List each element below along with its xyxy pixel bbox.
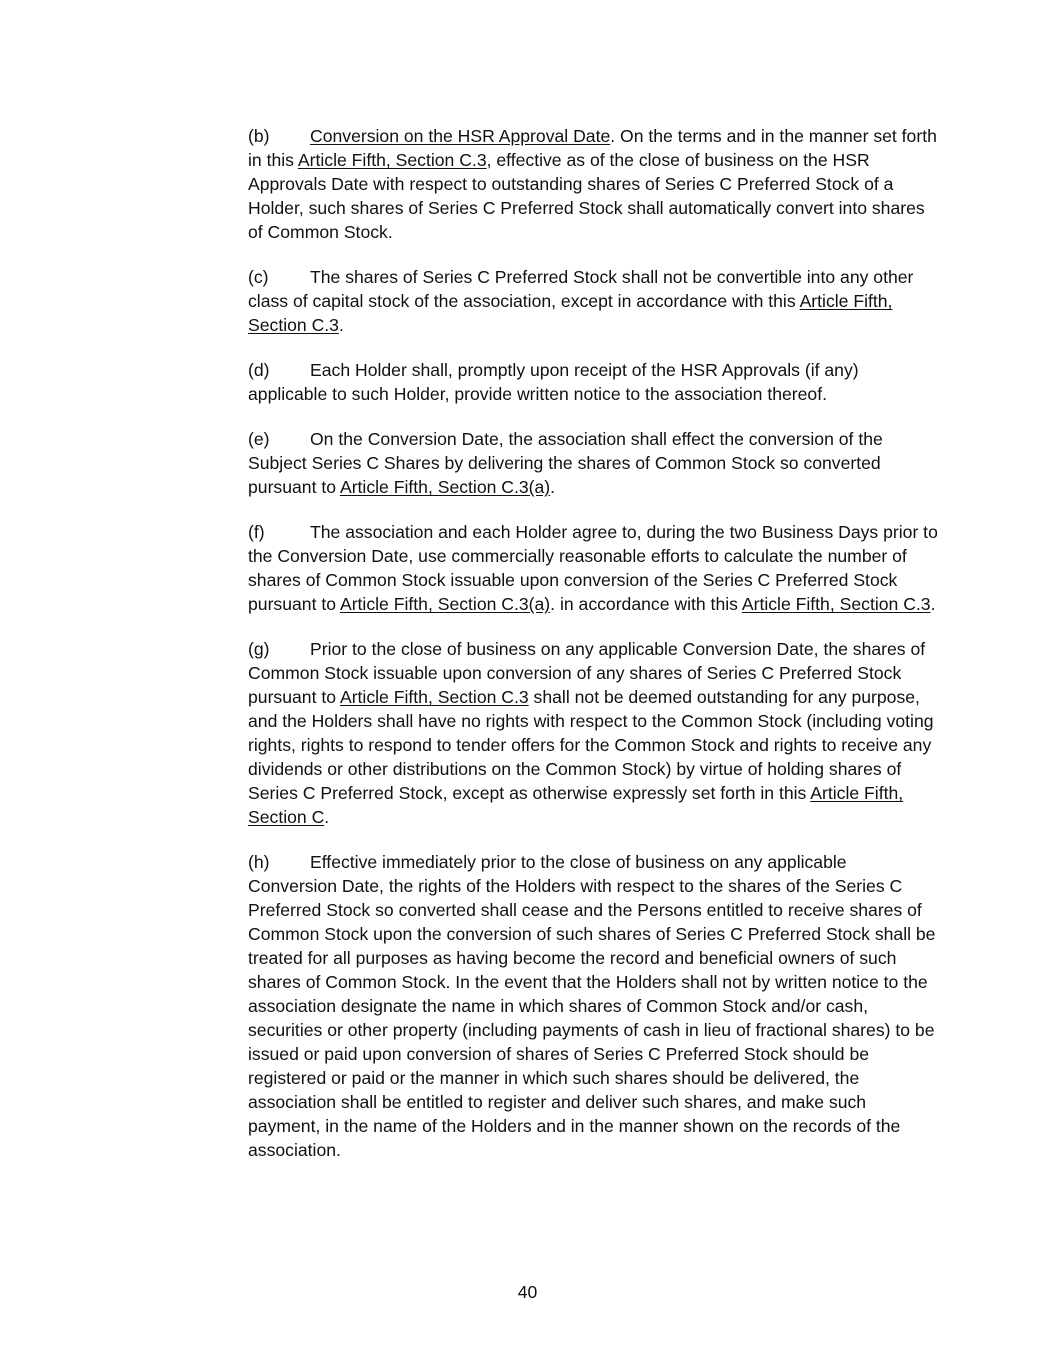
paragraph-text: The association and each Holder agree to, during the two Business Days prior to the Conversion Date, use commercially reasonable efforts to calculate the number of shares of Common Stock issuable upon conversion of the Series C Preferred Stock pursuant to <box>248 522 938 614</box>
paragraph-text: The shares of Series C Preferred Stock shall not be convertible into any other class of capital stock of the association, except in accordance with this <box>248 267 914 311</box>
section-reference: Article Fifth, Section C.3 <box>741 594 931 614</box>
paragraph-label: (g) <box>248 639 270 659</box>
paragraph-label: (e) <box>248 429 270 449</box>
section-reference: Article Fifth, Section C.3 <box>339 687 529 707</box>
paragraph-text: . in accordance with this <box>550 594 742 614</box>
paragraph-b <box>248 124 938 244</box>
page-number: 40 <box>517 1282 538 1302</box>
paragraph-label: (d) <box>248 360 270 380</box>
paragraph-label: (h) <box>248 852 270 872</box>
paragraph-d <box>248 358 938 406</box>
document-body <box>248 124 938 1183</box>
paragraph-label: (b) <box>248 126 270 146</box>
paragraph-label: (f) <box>248 522 265 542</box>
paragraph-g <box>248 637 938 829</box>
paragraph-text: . <box>550 477 556 497</box>
paragraph-text: . On the terms and in the manner set forth in this <box>248 126 937 170</box>
paragraph-f <box>248 520 938 616</box>
paragraph-text: shall not be deemed outstanding for any purpose, and the Holders shall have no rights with respect to the Common Stock (including voting rights, rights to respond to tender offers for the Common Stock and rights to receive any dividends or other distributions on the Common Stock) by virtue of holding shares of Series C Preferred Stock, except as otherwise expressly set forth in this <box>248 687 934 803</box>
section-reference: Article Fifth, Section C.3 <box>297 150 487 170</box>
paragraph-text: On the Conversion Date, the association shall effect the conversion of the Subject Series C Shares by delivering the shares of Common Stock so converted pursuant to <box>248 429 883 497</box>
paragraph-text: Prior to the close of business on any applicable Conversion Date, the shares of Common Stock issuable upon conversion of any shares of Series C Preferred Stock pursuant to <box>248 639 926 707</box>
paragraph-text: Effective immediately prior to the close of business on any applicable Conversion Date, the rights of the Holders with respect to the shares of the Series C Preferred Stock so converted shall cease and the Persons entitled to receive shares of Common Stock upon the conversion of such shares of Series C Preferred Stock shall be treated for all purposes as having become the record and beneficial owners of such shares of Common Stock. In the event that the Holders shall not by written notice to the association designate the name in which shares of Common Stock and/or cash, securities or other property (including payments of cash in lieu of fractional shares) to be issued or paid upon conversion of shares of Series C Preferred Stock should be registered or paid or the manner in which such shares should be delivered, the association shall be entitled to register and deliver such shares, and make such payment, in the name of the Holders and in the manner shown on the records of the association. <box>248 852 936 1160</box>
section-reference: Article Fifth, Section C <box>248 783 904 827</box>
section-reference: Article Fifth, Section C.3 <box>248 291 893 335</box>
paragraph-text: . <box>930 594 936 614</box>
paragraph-text: . <box>338 315 344 335</box>
paragraph-text: Each Holder shall, promptly upon receipt of the HSR Approvals (if any) applicable to such Holder, provide written notice to the association thereof. <box>248 360 859 404</box>
paragraph-e <box>248 427 938 499</box>
paragraph-h <box>248 850 938 1162</box>
section-reference: Conversion on the HSR Approval Date <box>310 126 611 146</box>
paragraph-text: , effective as of the close of business on the HSR Approvals Date with respect to outstanding shares of Series C Preferred Stock of a Holder, such shares of Series C Preferred Stock shall automatically convert into shares of Common Stock. <box>248 150 925 242</box>
paragraph-label: (c) <box>248 267 269 287</box>
section-reference: Article Fifth, Section C.3(a) <box>339 594 551 614</box>
paragraph-c <box>248 265 938 337</box>
paragraph-text: . <box>324 807 330 827</box>
section-reference: Article Fifth, Section C.3(a) <box>339 477 551 497</box>
